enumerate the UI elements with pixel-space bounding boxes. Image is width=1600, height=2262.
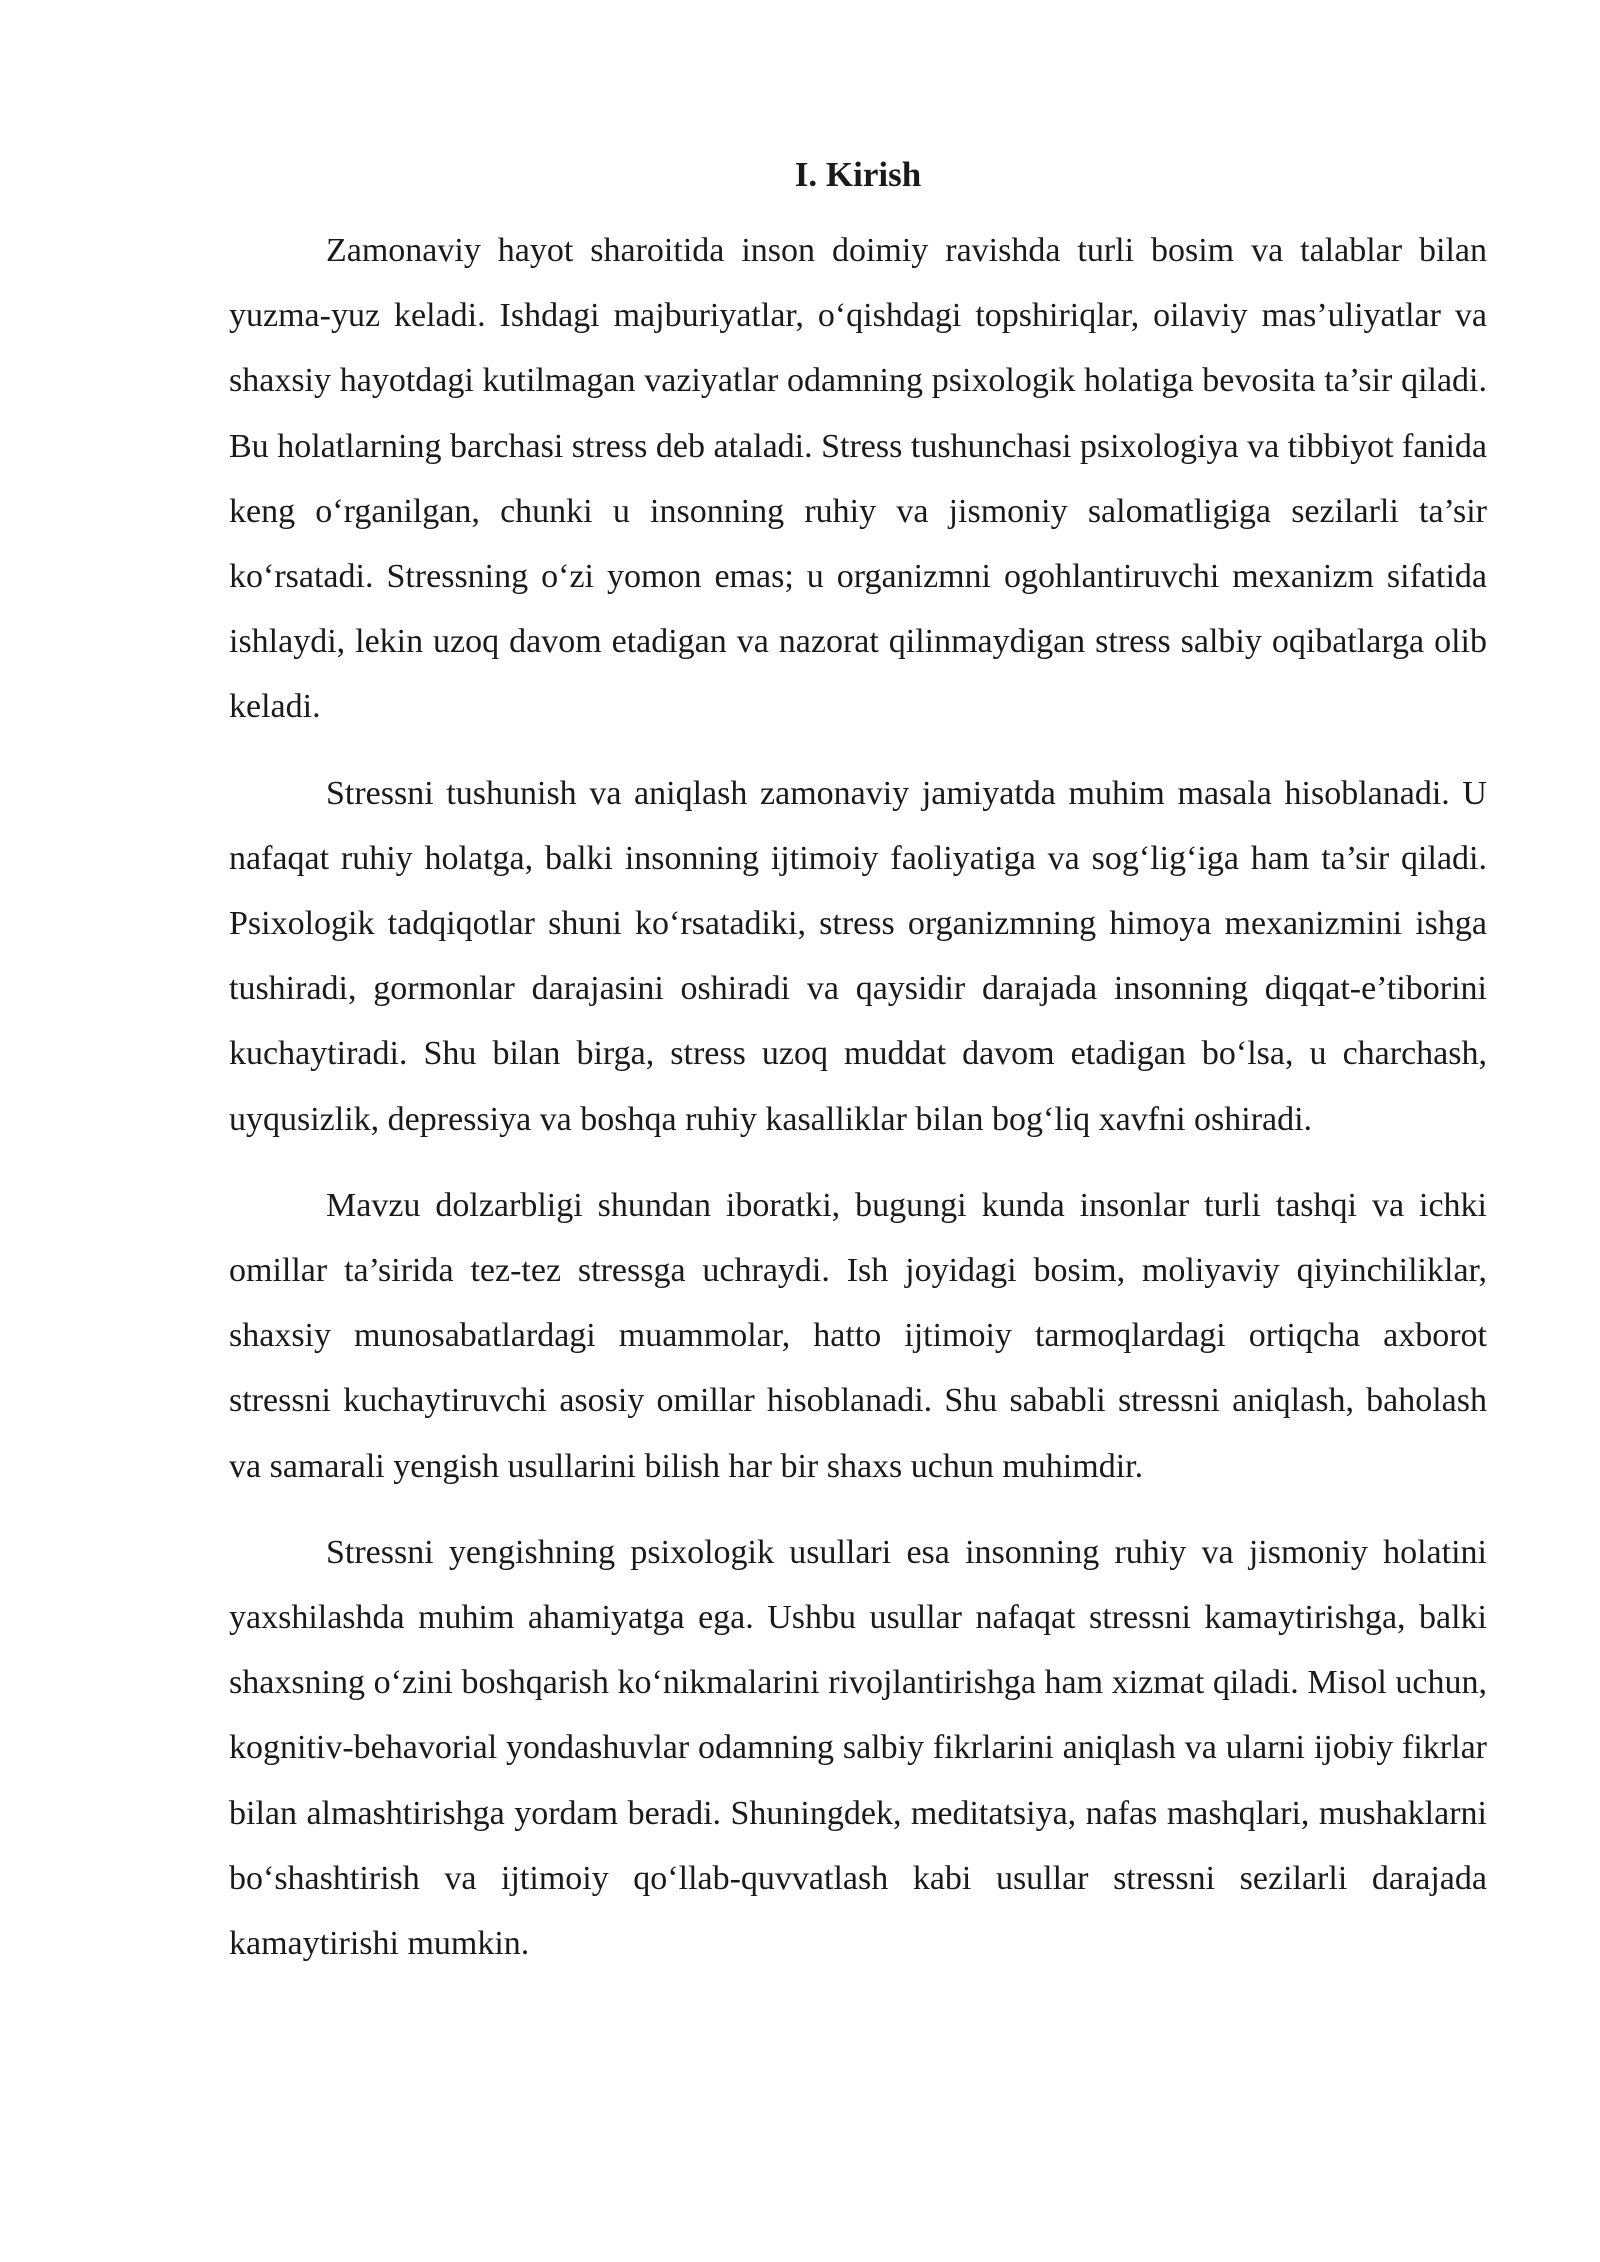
paragraph-1: Zamonaviy hayot sharoitida inson doimiy ravishda turli bosim va talablar bilan yuzma-yuz keladi. Ishdagi majburiyatlar, oʻqishdagi topshiriqlar, oilaviy mas’uliyatlar va shaxsiy hayotdagi kutilmagan vaziyatlar odamning psixologik holatiga bevosita ta’sir qiladi. Bu holatlarning barchasi stress deb ataladi. Stress tushunchasi psixologiya va tibbiyot fanida keng oʻrganilgan, chunki u insonning ruhiy va jismoniy salomatligiga sezilarli ta’sir koʻrsatadi. Stressning oʻzi yomon emas; u organizmni ogohlantiruvchi mexanizm sifatida ishlaydi, lekin uzoq davom etadigan va nazorat qilinmaydigan stress salbiy oqibatlarga olib keladi. (229, 232, 1487, 726)
section-heading: I. Kirish (794, 155, 922, 194)
paragraph-2: Stressni tushunish va aniqlash zamonaviy jamiyatda muhim masala hisoblanadi. U nafaqat ruhiy holatga, balki insonning ijtimoiy faoliyatiga va sogʻligʻiga ham ta’sir qiladi. Psixologik tadqiqotlar shuni koʻrsatadiki, stress organizmning himoya mexanizmini ishga tushiradi, gormonlar darajasini oshiradi va qaysidir darajada insonning diqqat-e’tiborini kuchaytiradi. Shu bilan birga, stress uzoq muddat davom etadigan boʻlsa, u charchash, uyqusizlik, depressiya va boshqa ruhiy kasalliklar bilan bogʻliq xavfni oshiradi. (229, 774, 1487, 1138)
paragraph-3: Mavzu dolzarbligi shundan iboratki, bugungi kunda insonlar turli tashqi va ichki omillar ta’sirida tez-tez stressga uchraydi. Ish joyidagi bosim, moliyaviy qiyinchiliklar, shaxsiy munosabatlardagi muammolar, hatto ijtimoiy tarmoqlardagi ortiqcha axborot stressni kuchaytiruvchi asosiy omillar hisoblanadi. Shu sababli stressni aniqlash, baholash va samarali yengish usullarini bilish har bir shaxs uchun muhimdir. (229, 1186, 1487, 1485)
document-body (229, 148, 1487, 1997)
paragraph-4: Stressni yengishning psixologik usullari esa insonning ruhiy va jismoniy holatini yaxshilashda muhim ahamiyatga ega. Ushbu usullar nafaqat stressni kamaytirishga, balki shaxsning oʻzini boshqarish koʻnikmalarini rivojlantirishga ham xizmat qiladi. Misol uchun, kognitiv-behavorial yondashuvlar odamning salbiy fikrlarini aniqlash va ularni ijobiy fikrlar bilan almashtirishga yordam beradi. Shuningdek, meditatsiya, nafas mashqlari, mushaklarni boʻshashtirish va ijtimoiy qoʻllab-quvvatlash kabi usullar stressni sezilarli darajada kamaytirishi mumkin. (229, 1533, 1487, 1963)
